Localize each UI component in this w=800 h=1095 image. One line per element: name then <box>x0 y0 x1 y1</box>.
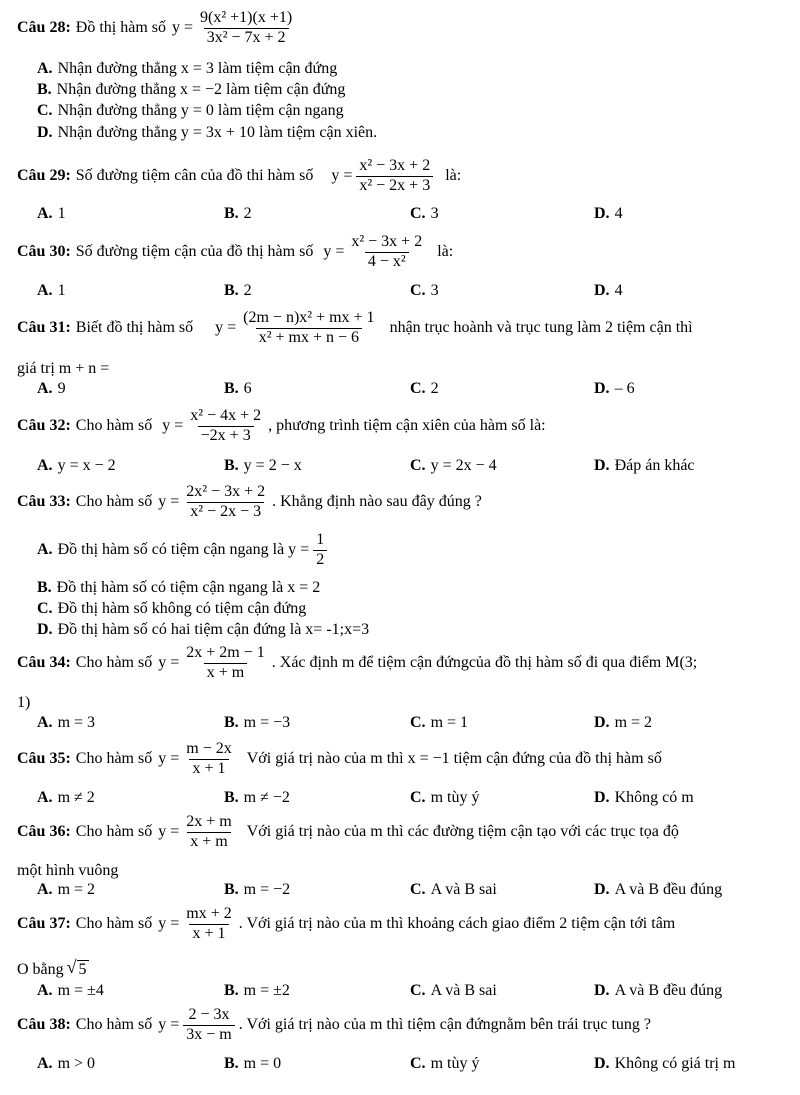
option-c[interactable]: C. m = 1 <box>410 714 469 731</box>
denominator: x² + mx + n − 6 <box>256 328 362 347</box>
option-a[interactable]: A. m = ±4 <box>37 982 104 999</box>
option-d[interactable]: D. Nhận đường thẳng y = 3x + 10 làm tiệm cận xiên. <box>37 124 378 141</box>
fraction <box>313 532 327 569</box>
option-b[interactable]: B. m = −3 <box>224 714 291 731</box>
option-d[interactable]: D. Không có m <box>594 789 694 806</box>
question-35 <box>17 741 792 778</box>
option-a[interactable]: A. m > 0 <box>37 1055 96 1072</box>
question-intro: Đồ thị hàm số <box>75 19 166 37</box>
question-tail: . Xác định m để tiệm cận đứngcủa đồ thị hàm số đi qua điểm M(3; <box>271 654 698 672</box>
option-a[interactable]: A. Đồ thị hàm số có tiệm cận ngang là y = $\frac{1}{2}$ <box>37 532 331 569</box>
question-continuation: một hình vuông <box>17 862 119 879</box>
question-label: Câu 38: <box>17 1016 71 1034</box>
option-b[interactable]: B. m = ±2 <box>224 982 290 999</box>
option-d[interactable]: D. A và B đều đúng <box>594 881 723 898</box>
question-tail: Với giá trị nào của m thì x = −1 tiệm cận đứng của đồ thị hàm số <box>246 750 662 768</box>
equation-lhs: y = <box>331 167 353 185</box>
square-root: √ 5 <box>66 957 87 978</box>
option-c[interactable]: C. y = 2x − 4 <box>410 457 497 474</box>
question-label: Câu 33: <box>17 493 71 511</box>
question-label: Câu 37: <box>17 915 71 933</box>
radicand: 5 <box>78 961 87 978</box>
question-label: Câu 31: <box>17 319 71 337</box>
denominator: −2x + 3 <box>198 426 254 445</box>
equation-lhs: y = <box>215 319 237 337</box>
numerator: 2x² − 3x + 2 <box>186 483 266 500</box>
question-intro: Số đường tiệm cận của đồ thị hàm số <box>75 243 314 261</box>
question-continuation: giá trị m + n = <box>17 360 110 377</box>
option-d[interactable]: D. Đồ thị hàm số có hai tiệm cận đứng là x= -1;x=3 <box>37 621 370 638</box>
option-b[interactable]: B. 6 <box>224 380 252 397</box>
option-b[interactable]: B. m = 0 <box>224 1055 282 1072</box>
numerator: 2x + m <box>186 813 232 830</box>
continuation-text: O bằng <box>17 961 64 978</box>
option-c[interactable]: C. A và B sai <box>410 881 497 898</box>
question-intro: Số đường tiệm cân của đồ thi hàm số <box>75 167 314 185</box>
question-label: Câu 32: <box>17 417 71 435</box>
question-intro: Cho hàm số <box>75 1016 153 1034</box>
question-label: Câu 35: <box>17 750 71 768</box>
numerator: mx + 2 <box>186 905 232 922</box>
fraction <box>197 10 295 47</box>
option-d[interactable]: D. – 6 <box>594 380 635 397</box>
option-a[interactable]: A. m ≠ 2 <box>37 789 95 806</box>
question-28 <box>17 10 792 47</box>
equation-lhs: y = <box>158 493 180 511</box>
option-d[interactable]: D. Đáp án khác <box>594 457 695 474</box>
question-31 <box>17 310 792 347</box>
question-30 <box>17 234 792 271</box>
question-intro: Cho hàm số <box>75 823 153 841</box>
option-c[interactable]: C. Nhận đường thẳng y = 0 làm tiệm cận ngang <box>37 102 344 119</box>
option-b[interactable]: B. 2 <box>224 282 252 299</box>
option-c[interactable]: C. 2 <box>410 380 439 397</box>
equation-lhs: y = <box>158 915 180 933</box>
option-d[interactable]: D. 4 <box>594 205 623 222</box>
question-37 <box>17 906 792 943</box>
question-33 <box>17 484 792 521</box>
fraction <box>183 1007 234 1044</box>
option-c[interactable]: C. Đồ thị hàm số không có tiệm cận đứng <box>37 600 307 617</box>
question-tail: là: <box>445 167 462 185</box>
equation-lhs: y = <box>172 19 194 37</box>
denominator: x² − 2x + 3 <box>356 176 433 195</box>
option-a[interactable]: A. y = x − 2 <box>37 457 116 474</box>
numerator: x² − 3x + 2 <box>359 157 431 174</box>
equation-lhs: y = <box>158 750 180 768</box>
question-34 <box>17 645 792 682</box>
option-c[interactable]: C. A và B sai <box>410 982 497 999</box>
question-tail: là: <box>437 243 454 261</box>
equation-lhs: y = <box>162 417 184 435</box>
option-a[interactable]: A. 1 <box>37 282 66 299</box>
denominator: 3x − m <box>183 1025 234 1044</box>
option-d[interactable]: D. Không có giá trị m <box>594 1055 736 1072</box>
numerator: x² − 4x + 2 <box>190 407 262 424</box>
option-a[interactable]: A. Nhận đường thẳng x = 3 làm tiệm cận đứng <box>37 60 338 77</box>
question-continuation: 1) <box>17 694 31 711</box>
numerator: m − 2x <box>186 740 232 757</box>
option-a[interactable]: A. 1 <box>37 205 66 222</box>
question-tail: , phương trình tiệm cận xiên của hàm số là: <box>268 417 546 435</box>
question-label: Câu 30: <box>17 243 71 261</box>
numerator: (2m − n)x² + mx + 1 <box>243 309 375 326</box>
option-d[interactable]: D. 4 <box>594 282 623 299</box>
question-tail: . Với giá trị nào của m thì tiệm cận đứngnằm bên trái trục tung ? <box>238 1016 652 1034</box>
question-tail: nhận trục hoành và trục tung làm 2 tiệm cận thì <box>389 319 693 337</box>
fraction <box>183 645 268 682</box>
question-intro: Biết đồ thị hàm số <box>75 319 194 337</box>
option-c[interactable]: C. 3 <box>410 205 439 222</box>
question-label: Câu 36: <box>17 823 71 841</box>
fraction <box>183 906 234 943</box>
option-d[interactable]: D. A và B đều đúng <box>594 982 723 999</box>
numerator: x² − 3x + 2 <box>351 233 423 250</box>
option-d[interactable]: D. m = 2 <box>594 714 653 731</box>
option-a[interactable]: A. 9 <box>37 380 66 397</box>
question-label: Câu 28: <box>17 19 71 37</box>
question-intro: Cho hàm số <box>75 750 153 768</box>
fraction <box>183 814 234 851</box>
question-intro: Cho hàm số <box>75 654 153 672</box>
question-continuation <box>17 958 89 979</box>
fraction <box>240 310 377 347</box>
fraction <box>348 234 425 271</box>
denominator: x + 1 <box>189 924 228 943</box>
option-b[interactable]: B. m = −2 <box>224 881 291 898</box>
denominator: x + 1 <box>189 759 228 778</box>
question-tail: . Khẳng định nào sau đây đúng ? <box>272 493 482 511</box>
option-c[interactable]: C. m tùy ý <box>410 789 480 806</box>
question-32 <box>17 408 792 445</box>
equation-lhs: y = <box>323 243 345 261</box>
option-c[interactable]: C. 3 <box>410 282 439 299</box>
question-intro: Cho hàm số <box>75 493 153 511</box>
question-tail: . Với giá trị nào của m thì khoảng cách giao điểm 2 tiệm cận tới tâm <box>238 915 676 933</box>
question-38 <box>17 1007 792 1044</box>
option-b[interactable]: B. Nhận đường thẳng x = −2 làm tiệm cận đứng <box>37 81 346 98</box>
question-intro: Cho hàm số <box>75 417 153 435</box>
equation-lhs: y = <box>158 654 180 672</box>
denominator: x² − 2x − 3 <box>187 502 264 521</box>
question-29 <box>17 158 792 195</box>
option-b[interactable]: B. 2 <box>224 205 252 222</box>
fraction <box>356 158 433 195</box>
option-a[interactable]: A. m = 2 <box>37 881 96 898</box>
option-b[interactable]: B. m ≠ −2 <box>224 789 290 806</box>
fraction <box>183 484 268 521</box>
option-a[interactable]: A. m = 3 <box>37 714 96 731</box>
question-tail: Với giá trị nào của m thì các đường tiệm cận tạo với các trục tọa độ <box>246 823 679 841</box>
denominator: 3x² − 7x + 2 <box>204 28 289 47</box>
option-text: Đồ thị hàm số có tiệm cận ngang là y = <box>57 541 310 559</box>
numerator: 2 − 3x <box>188 1006 230 1023</box>
denominator: 2 <box>313 550 327 569</box>
numerator: 9(x² +1)(x +1) <box>200 9 293 26</box>
denominator: 4 − x² <box>365 252 409 271</box>
denominator: x + m <box>187 832 230 851</box>
denominator: x + m <box>204 663 247 682</box>
option-c[interactable]: C. m tùy ý <box>410 1055 480 1072</box>
question-label: Câu 29: <box>17 167 71 185</box>
question-intro: Cho hàm số <box>75 915 153 933</box>
option-b[interactable]: B. y = 2 − x <box>224 457 302 474</box>
numerator: 1 <box>316 531 325 548</box>
fraction <box>183 741 234 778</box>
fraction <box>187 408 264 445</box>
equation-lhs: y = <box>158 1016 180 1034</box>
numerator: 2x + 2m − 1 <box>186 644 265 661</box>
equation-lhs: y = <box>158 823 180 841</box>
option-b[interactable]: B. Đồ thị hàm số có tiệm cận ngang là x = 2 <box>37 579 321 596</box>
question-label: Câu 34: <box>17 654 71 672</box>
question-36 <box>17 814 792 851</box>
